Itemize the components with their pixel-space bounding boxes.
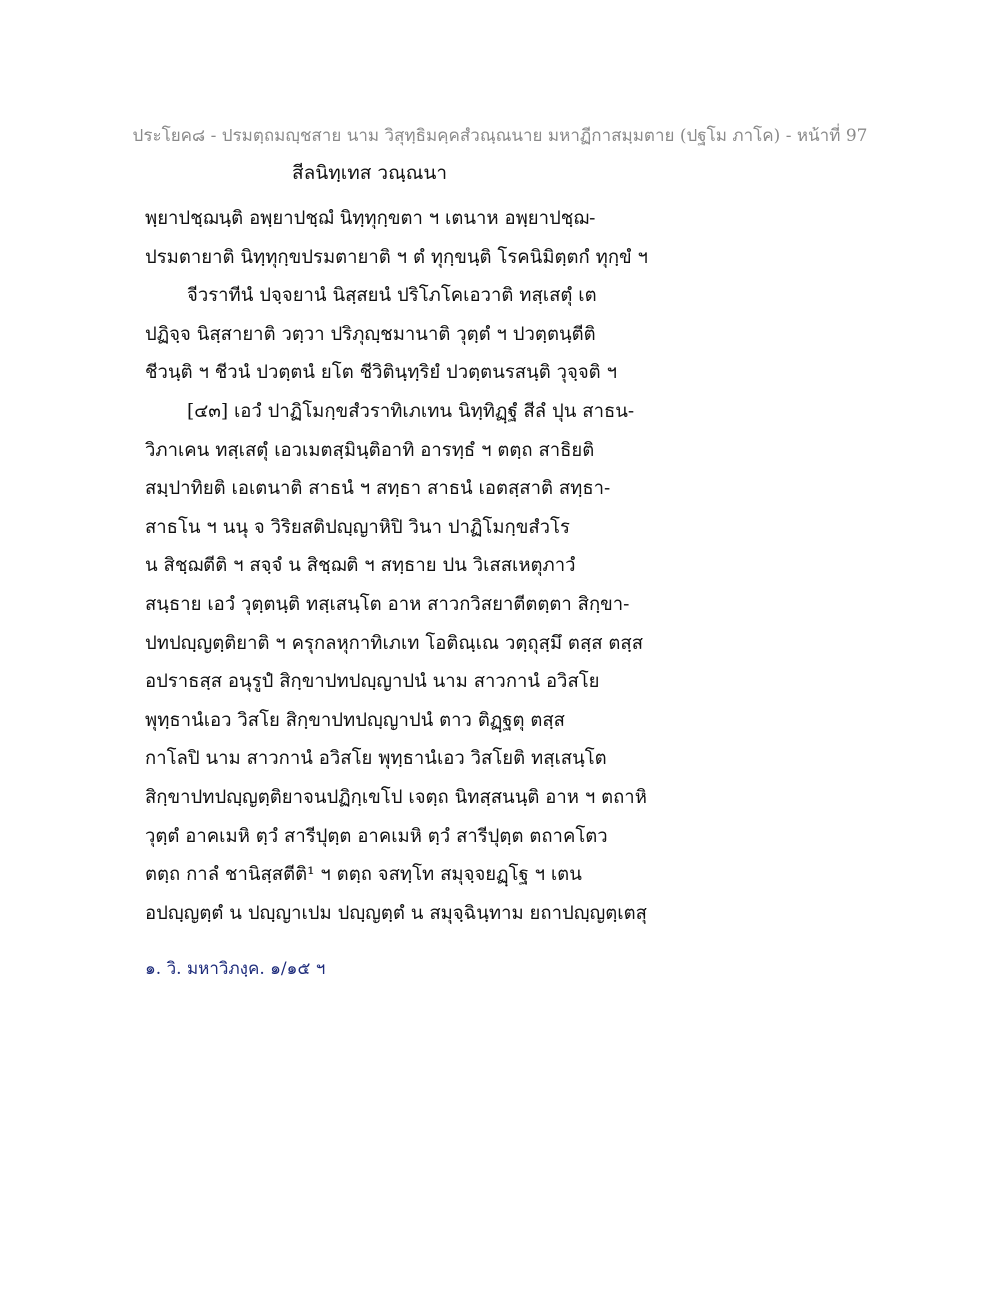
body-text [145, 200, 705, 933]
text-line: สมฺปาทิยติ เอเตนาติ สาธนํ ฯ สทฺธา สาธนํ เอตสฺสาติ สทฺธา- [145, 478, 611, 500]
text-line: วุตฺตํ อาคเมหิ ตฺวํ สารีปุตฺต อาคเมหิ ตฺวํ สารีปุตฺต ตถาคโตว [145, 825, 608, 847]
text-line: ตตฺถ กาลํ ชานิสฺสตีติ¹ ฯ ตตฺถ จสทฺโท สมุจฺจยฏฺโฐ ฯ เตน [145, 864, 582, 886]
text-line: พฺยาปชฺฌนฺติ อพฺยาปชฺฌํ นิทฺทุกฺขตา ฯ เตนาห อพฺยาปชฺฌ- [145, 208, 596, 229]
text-line: กาโลปิ นาม สาวกานํ อวิสโย พุทฺธานํเอว วิสโยติ ทสฺเสนฺโต [145, 748, 607, 770]
text-line: วิภาเคน ทสฺเสตุํ เอวเมตสฺมินฺติอาทิ อารทฺธํ ฯ ตตฺถ สาธิยติ [145, 439, 595, 461]
text-line: จีวราทีนํ ปจฺจยานํ นิสฺสยนํ ปริโภโคเอวาติ ทสฺเสตุํ เต [187, 285, 597, 307]
text-line: พุทฺธานํเอว วิสโย สิกฺขาปทปญฺญาปนํ ตาว ติฏฺฐตุ ตสฺส [145, 709, 565, 731]
text-line: ปรมตายาติ นิทฺทุกฺขปรมตายาติ ฯ ตํ ทุกฺขนฺติ โรคนิมิตฺตกํ ทุกฺขํ ฯ [145, 246, 648, 268]
text-line: ปทปญฺญตฺติยาติ ฯ ครุกลหุกาทิเภเท โอติณฺเณ วตฺถุสฺมึ ตสฺส ตสฺส [145, 632, 644, 654]
text-line: [๔๓] เอวํ ปาฏิโมกฺขสํวราทิเภเทน นิทฺทิฏฺฐํ สีลํ ปุน สาธน- [187, 400, 635, 422]
text-line: ชีวนฺติ ฯ ชีวนํ ปวตฺตนํ ยโต ชีวิตินฺทฺริยํ ปวตฺตนรสนฺติ วุจฺจติ ฯ [145, 362, 617, 384]
section-title: สีลนิทฺเทส วณฺณนา [292, 162, 447, 184]
text-line: สาธโน ฯ นนุ จ วิริยสติปญฺญาหิปิ วินา ปาฏิโมกฺขสํวโร [145, 516, 570, 538]
text-line: อปญฺญตฺตํ น ปญฺญาเปม ปญฺญตฺตํ น สมุจฺฉินฺทาม ยถาปญฺญตฺเตสุ [145, 902, 647, 924]
text-line: สนฺธาย เอวํ วุตฺตนฺติ ทสฺเสนฺโต อาห สาวกวิสยาตีตตฺตา สิกฺขา- [145, 593, 630, 615]
page-header: ประโยค๘ - ปรมตฺถมญฺชสาย นาม วิสุทฺธิมคฺคสํวณฺณนาย มหาฏีกาสมฺมตาย (ปฐโม ภาโค) - หน้าที่ 97 [132, 126, 868, 146]
text-line: ปฏิจฺจ นิสฺสายาติ วตฺวา ปริภุญฺชมานาติ วุตฺตํ ฯ ปวตฺตนฺตีติ [145, 323, 596, 345]
text-line: น สิชฺฌตีติ ฯ สจฺจํ น สิชฺฌติ ฯ สทฺธาย ปน วิเสสเหตุภาวํ [145, 555, 576, 577]
text-line: สิกฺขาปทปญฺญตฺติยาจนปฏิกฺเขโป เจตฺถ นิทสฺสนนฺติ อาห ฯ ตถาหิ [145, 786, 647, 808]
text-line: อปราธสฺส อนุรูปํ สิกฺขาปทปญฺญาปนํ นาม สาวกานํ อวิสโย [145, 671, 600, 693]
footnote: ๑. วิ. มหาวิภงฺค. ๑/๑๕ ฯ [145, 959, 326, 979]
